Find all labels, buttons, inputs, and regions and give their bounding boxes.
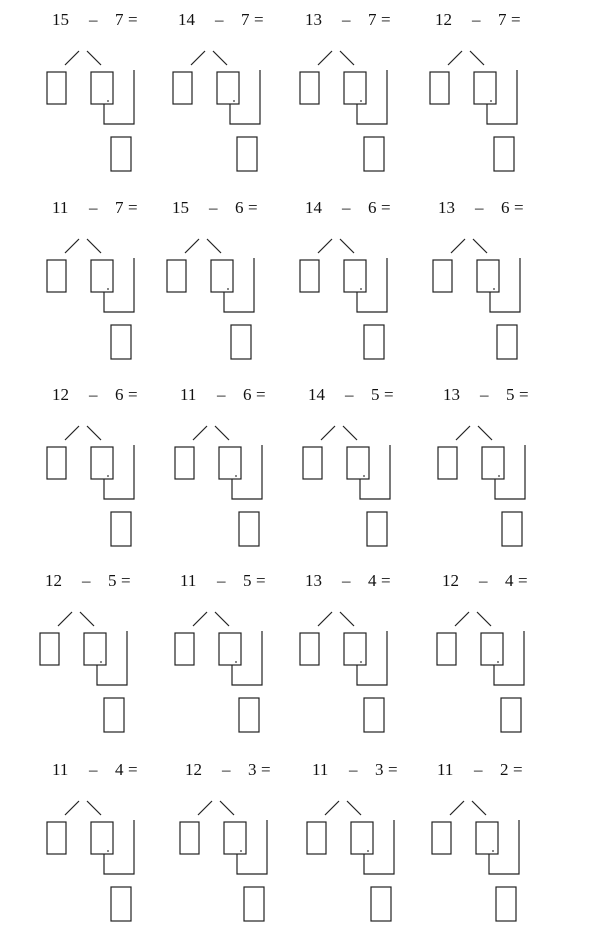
split-box-left (300, 633, 319, 665)
split-box-left (47, 822, 66, 854)
minuend: 14 (305, 198, 322, 217)
box-dot (107, 100, 109, 102)
equals-sign: = (388, 760, 398, 779)
subtrahend: 7 (368, 10, 377, 29)
branch-left-line (448, 51, 462, 65)
answer-box (371, 887, 391, 921)
branch-right-line (87, 426, 101, 440)
split-box-right (347, 447, 369, 479)
minuend: 13 (438, 198, 455, 217)
branch-right-line (340, 612, 354, 626)
minus-sign: – (209, 198, 218, 217)
split-box-left (180, 822, 199, 854)
problem-14 (160, 571, 290, 741)
branch-left-line (451, 239, 465, 253)
branch-left-line (318, 239, 332, 253)
problem-17 (32, 760, 162, 930)
minuend: 11 (52, 198, 69, 217)
answer-box (364, 137, 384, 171)
equals-sign: = (511, 10, 521, 29)
split-box-left (437, 633, 456, 665)
branch-left-line (65, 51, 79, 65)
split-box-right (84, 633, 106, 665)
problem-8 (418, 198, 548, 368)
answer-box (111, 137, 131, 171)
subtrahend: 7 (115, 10, 124, 29)
problem-12 (423, 385, 553, 555)
box-dot (363, 475, 365, 477)
branch-right-line (347, 801, 361, 815)
box-dot (492, 850, 494, 852)
decomposition-diagram (32, 10, 172, 180)
split-box-right (217, 72, 239, 104)
branch-left-line (321, 426, 335, 440)
decomposition-diagram (288, 385, 428, 555)
branch-right-line (340, 239, 354, 253)
subtrahend: 5 (243, 571, 252, 590)
branch-right-line (207, 239, 221, 253)
equals-sign: = (128, 760, 138, 779)
branch-right-line (87, 801, 101, 815)
minuend: 11 (312, 760, 329, 779)
split-box-left (300, 72, 319, 104)
minus-sign: – (217, 385, 226, 404)
box-dot (497, 661, 499, 663)
branch-left-line (193, 612, 207, 626)
box-dot (490, 100, 492, 102)
problem-3 (285, 10, 415, 180)
problem-7 (285, 198, 415, 368)
branch-right-line (213, 51, 227, 65)
branch-left-line (450, 801, 464, 815)
branch-left-line (65, 239, 79, 253)
branch-left-line (191, 51, 205, 65)
minuend: 13 (305, 10, 322, 29)
branch-right-line (80, 612, 94, 626)
equals-sign: = (384, 385, 394, 404)
split-box-right (219, 633, 241, 665)
minuend: 12 (52, 385, 69, 404)
answer-box (502, 512, 522, 546)
equals-sign: = (256, 571, 266, 590)
equals-sign: = (518, 571, 528, 590)
subtrahend: 6 (235, 198, 244, 217)
decomposition-diagram (285, 10, 425, 180)
minus-sign: – (474, 760, 483, 779)
minus-sign: – (89, 198, 98, 217)
problem-13 (25, 571, 155, 741)
equals-sign: = (514, 198, 524, 217)
problem-16 (422, 571, 552, 741)
branch-right-line (343, 426, 357, 440)
split-box-right (477, 260, 499, 292)
answer-box (104, 698, 124, 732)
decomposition-diagram (423, 385, 563, 555)
branch-left-line (455, 612, 469, 626)
split-box-right (91, 822, 113, 854)
subtrahend: 4 (115, 760, 124, 779)
minus-sign: – (475, 198, 484, 217)
minuend: 14 (178, 10, 195, 29)
split-box-right (224, 822, 246, 854)
branch-right-line (478, 426, 492, 440)
subtrahend: 5 (108, 571, 117, 590)
subtrahend: 7 (241, 10, 250, 29)
decomposition-diagram (422, 571, 562, 741)
box-dot (107, 288, 109, 290)
minuend: 11 (437, 760, 454, 779)
subtrahend: 6 (115, 385, 124, 404)
minus-sign: – (472, 10, 481, 29)
split-box-left (307, 822, 326, 854)
branch-right-line (340, 51, 354, 65)
problem-11 (288, 385, 418, 555)
branch-left-line (58, 612, 72, 626)
answer-box (494, 137, 514, 171)
box-dot (233, 100, 235, 102)
answer-box (364, 325, 384, 359)
problem-15 (285, 571, 415, 741)
equals-sign: = (128, 10, 138, 29)
equals-sign: = (254, 10, 264, 29)
branch-left-line (185, 239, 199, 253)
equals-sign: = (381, 571, 391, 590)
split-box-right (219, 447, 241, 479)
equals-sign: = (248, 198, 258, 217)
minus-sign: – (480, 385, 489, 404)
decomposition-diagram (285, 198, 425, 368)
minus-sign: – (479, 571, 488, 590)
decomposition-diagram (32, 198, 172, 368)
minuend: 12 (442, 571, 459, 590)
box-dot (367, 850, 369, 852)
minuend: 14 (308, 385, 325, 404)
answer-box (237, 137, 257, 171)
decomposition-diagram (32, 760, 172, 930)
answer-box (501, 698, 521, 732)
branch-right-line (470, 51, 484, 65)
branch-left-line (456, 426, 470, 440)
split-box-left (173, 72, 192, 104)
equals-sign: = (121, 571, 131, 590)
box-dot (227, 288, 229, 290)
split-box-right (91, 72, 113, 104)
branch-right-line (87, 51, 101, 65)
split-box-left (167, 260, 186, 292)
box-dot (240, 850, 242, 852)
box-dot (235, 475, 237, 477)
decomposition-diagram (165, 760, 305, 930)
minus-sign: – (342, 571, 351, 590)
equals-sign: = (256, 385, 266, 404)
split-box-right (344, 260, 366, 292)
branch-left-line (193, 426, 207, 440)
problem-6 (152, 198, 282, 368)
equals-sign: = (128, 385, 138, 404)
split-box-left (175, 447, 194, 479)
split-box-right (351, 822, 373, 854)
decomposition-diagram (285, 571, 425, 741)
split-box-left (303, 447, 322, 479)
minuend: 12 (435, 10, 452, 29)
box-dot (360, 661, 362, 663)
box-dot (235, 661, 237, 663)
answer-box (497, 325, 517, 359)
answer-box (244, 887, 264, 921)
answer-box (496, 887, 516, 921)
branch-left-line (65, 801, 79, 815)
branch-right-line (477, 612, 491, 626)
decomposition-diagram (32, 385, 172, 555)
equals-sign: = (381, 10, 391, 29)
minuend: 12 (185, 760, 202, 779)
minuend: 11 (180, 385, 197, 404)
split-box-right (474, 72, 496, 104)
branch-left-line (325, 801, 339, 815)
subtrahend: 2 (500, 760, 509, 779)
problem-18 (165, 760, 295, 930)
branch-right-line (215, 426, 229, 440)
answer-box (231, 325, 251, 359)
minus-sign: – (342, 10, 351, 29)
subtrahend: 5 (506, 385, 515, 404)
branch-left-line (65, 426, 79, 440)
split-box-left (432, 822, 451, 854)
box-dot (107, 475, 109, 477)
problem-20 (417, 760, 547, 930)
minus-sign: – (345, 385, 354, 404)
split-box-left (300, 260, 319, 292)
box-dot (360, 100, 362, 102)
answer-box (111, 887, 131, 921)
equals-sign: = (261, 760, 271, 779)
decomposition-diagram (415, 10, 555, 180)
subtrahend: 3 (248, 760, 257, 779)
equals-sign: = (128, 198, 138, 217)
answer-box (111, 325, 131, 359)
split-box-right (344, 633, 366, 665)
split-box-left (47, 260, 66, 292)
problem-2 (158, 10, 288, 180)
subtrahend: 6 (243, 385, 252, 404)
split-box-left (47, 72, 66, 104)
branch-left-line (318, 612, 332, 626)
problem-10 (160, 385, 290, 555)
answer-box (239, 512, 259, 546)
subtrahend: 3 (375, 760, 384, 779)
split-box-left (438, 447, 457, 479)
problem-4 (415, 10, 545, 180)
decomposition-diagram (418, 198, 558, 368)
subtrahend: 7 (498, 10, 507, 29)
minuend: 11 (52, 760, 69, 779)
problem-19 (292, 760, 422, 930)
equals-sign: = (381, 198, 391, 217)
decomposition-diagram (25, 571, 165, 741)
split-box-left (175, 633, 194, 665)
branch-left-line (318, 51, 332, 65)
problem-5 (32, 198, 162, 368)
answer-box (364, 698, 384, 732)
split-box-left (47, 447, 66, 479)
equals-sign: = (513, 760, 523, 779)
answer-box (239, 698, 259, 732)
split-box-right (211, 260, 233, 292)
minus-sign: – (217, 571, 226, 590)
split-box-right (482, 447, 504, 479)
branch-left-line (198, 801, 212, 815)
decomposition-diagram (160, 385, 300, 555)
minus-sign: – (82, 571, 91, 590)
minuend: 13 (443, 385, 460, 404)
box-dot (360, 288, 362, 290)
decomposition-diagram (158, 10, 298, 180)
minus-sign: – (215, 10, 224, 29)
split-box-left (40, 633, 59, 665)
answer-box (111, 512, 131, 546)
subtrahend: 6 (501, 198, 510, 217)
decomposition-diagram (292, 760, 432, 930)
minus-sign: – (89, 385, 98, 404)
branch-right-line (215, 612, 229, 626)
minuend: 15 (172, 198, 189, 217)
split-box-left (433, 260, 452, 292)
subtrahend: 4 (368, 571, 377, 590)
subtrahend: 5 (371, 385, 380, 404)
minus-sign: – (342, 198, 351, 217)
minus-sign: – (89, 760, 98, 779)
minuend: 11 (180, 571, 197, 590)
decomposition-diagram (417, 760, 557, 930)
branch-right-line (472, 801, 486, 815)
problem-1 (32, 10, 162, 180)
minuend: 12 (45, 571, 62, 590)
split-box-left (430, 72, 449, 104)
problem-9 (32, 385, 162, 555)
box-dot (100, 661, 102, 663)
split-box-right (481, 633, 503, 665)
minus-sign: – (349, 760, 358, 779)
minuend: 13 (305, 571, 322, 590)
answer-box (367, 512, 387, 546)
decomposition-diagram (160, 571, 300, 741)
minus-sign: – (222, 760, 231, 779)
subtrahend: 7 (115, 198, 124, 217)
minuend: 15 (52, 10, 69, 29)
branch-right-line (473, 239, 487, 253)
box-dot (107, 850, 109, 852)
branch-right-line (220, 801, 234, 815)
split-box-right (344, 72, 366, 104)
decomposition-diagram (152, 198, 292, 368)
box-dot (498, 475, 500, 477)
split-box-right (91, 447, 113, 479)
split-box-right (91, 260, 113, 292)
equals-sign: = (519, 385, 529, 404)
minus-sign: – (89, 10, 98, 29)
branch-right-line (87, 239, 101, 253)
subtrahend: 4 (505, 571, 514, 590)
box-dot (493, 288, 495, 290)
split-box-right (476, 822, 498, 854)
subtrahend: 6 (368, 198, 377, 217)
